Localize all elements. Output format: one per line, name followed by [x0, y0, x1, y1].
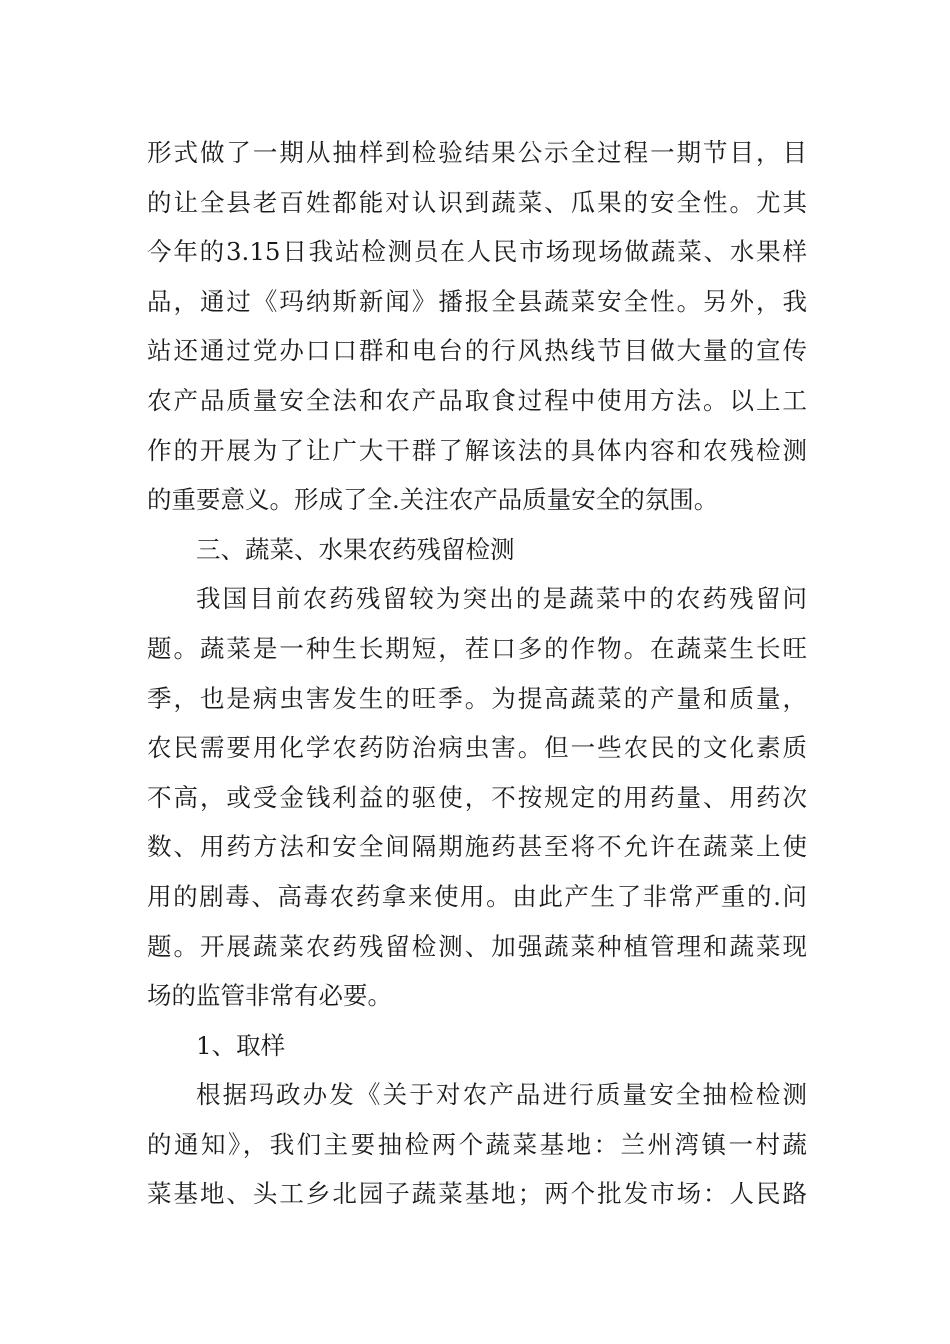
text-line: 题。蔬菜是一种生长期短，茬口多的作物。在蔬菜生长旺: [147, 633, 807, 663]
text-line: 作的开展为了让广大干群了解该法的具体内容和农残检测: [147, 435, 807, 465]
text-line: 的让全县老百姓都能对认识到蔬菜、瓜果的安全性。尤其: [147, 187, 807, 217]
section-heading: 三、蔬菜、水果农药残留检测: [196, 534, 515, 564]
text-line: 农产品质量安全法和农产品取食过程中使用方法。以上工: [147, 385, 807, 415]
text-line: 农民需要用化学农药防治病虫害。但一些农民的文化素质: [147, 733, 807, 763]
text-line: 不高，或受金钱利益的驱使，不按规定的用药量、用药次: [147, 782, 807, 812]
text-line: 用的剧毒、高毒农药拿来使用。由此产生了非常严重的.问: [147, 881, 807, 911]
text-line: 今年的3.15日我站检测员在人民市场现场做蔬菜、水果样: [147, 237, 807, 267]
text-line: 数、用药方法和安全间隔期施药甚至将不允许在蔬菜上使: [147, 832, 807, 862]
text-line: 根据玛政办发《关于对农产品进行质量安全抽检检测: [196, 1080, 807, 1110]
text-line: 菜基地、头工乡北园子蔬菜基地；两个批发市场：人民路: [147, 1179, 807, 1209]
text-line: 站还通过党办口口群和电台的行风热线节目做大量的宣传: [147, 336, 807, 366]
text-line: 品，通过《玛纳斯新闻》播报全县蔬菜安全性。另外，我: [147, 286, 807, 316]
text-line: 场的监管非常有必要。: [147, 981, 392, 1011]
text-line: 题。开展蔬菜农药残留检测、加强蔬菜种植管理和蔬菜现: [147, 931, 807, 961]
text-line: 形式做了一期从抽样到检验结果公示全过程一期节目，目: [147, 138, 807, 167]
text-line: 的重要意义。形成了全.关注农产品质量安全的氛围。: [147, 485, 719, 515]
text-line: 季，也是病虫害发生的旺季。为提高蔬菜的产量和质量，: [147, 683, 807, 713]
text-line: 我国目前农药残留较为突出的是蔬菜中的农药残留问: [196, 584, 807, 614]
text-line: 的通知》，我们主要抽检两个蔬菜基地：兰州湾镇一村蔬: [147, 1129, 807, 1159]
subsection-heading: 1、取样: [196, 1030, 286, 1060]
body-text: [147, 128, 807, 1219]
